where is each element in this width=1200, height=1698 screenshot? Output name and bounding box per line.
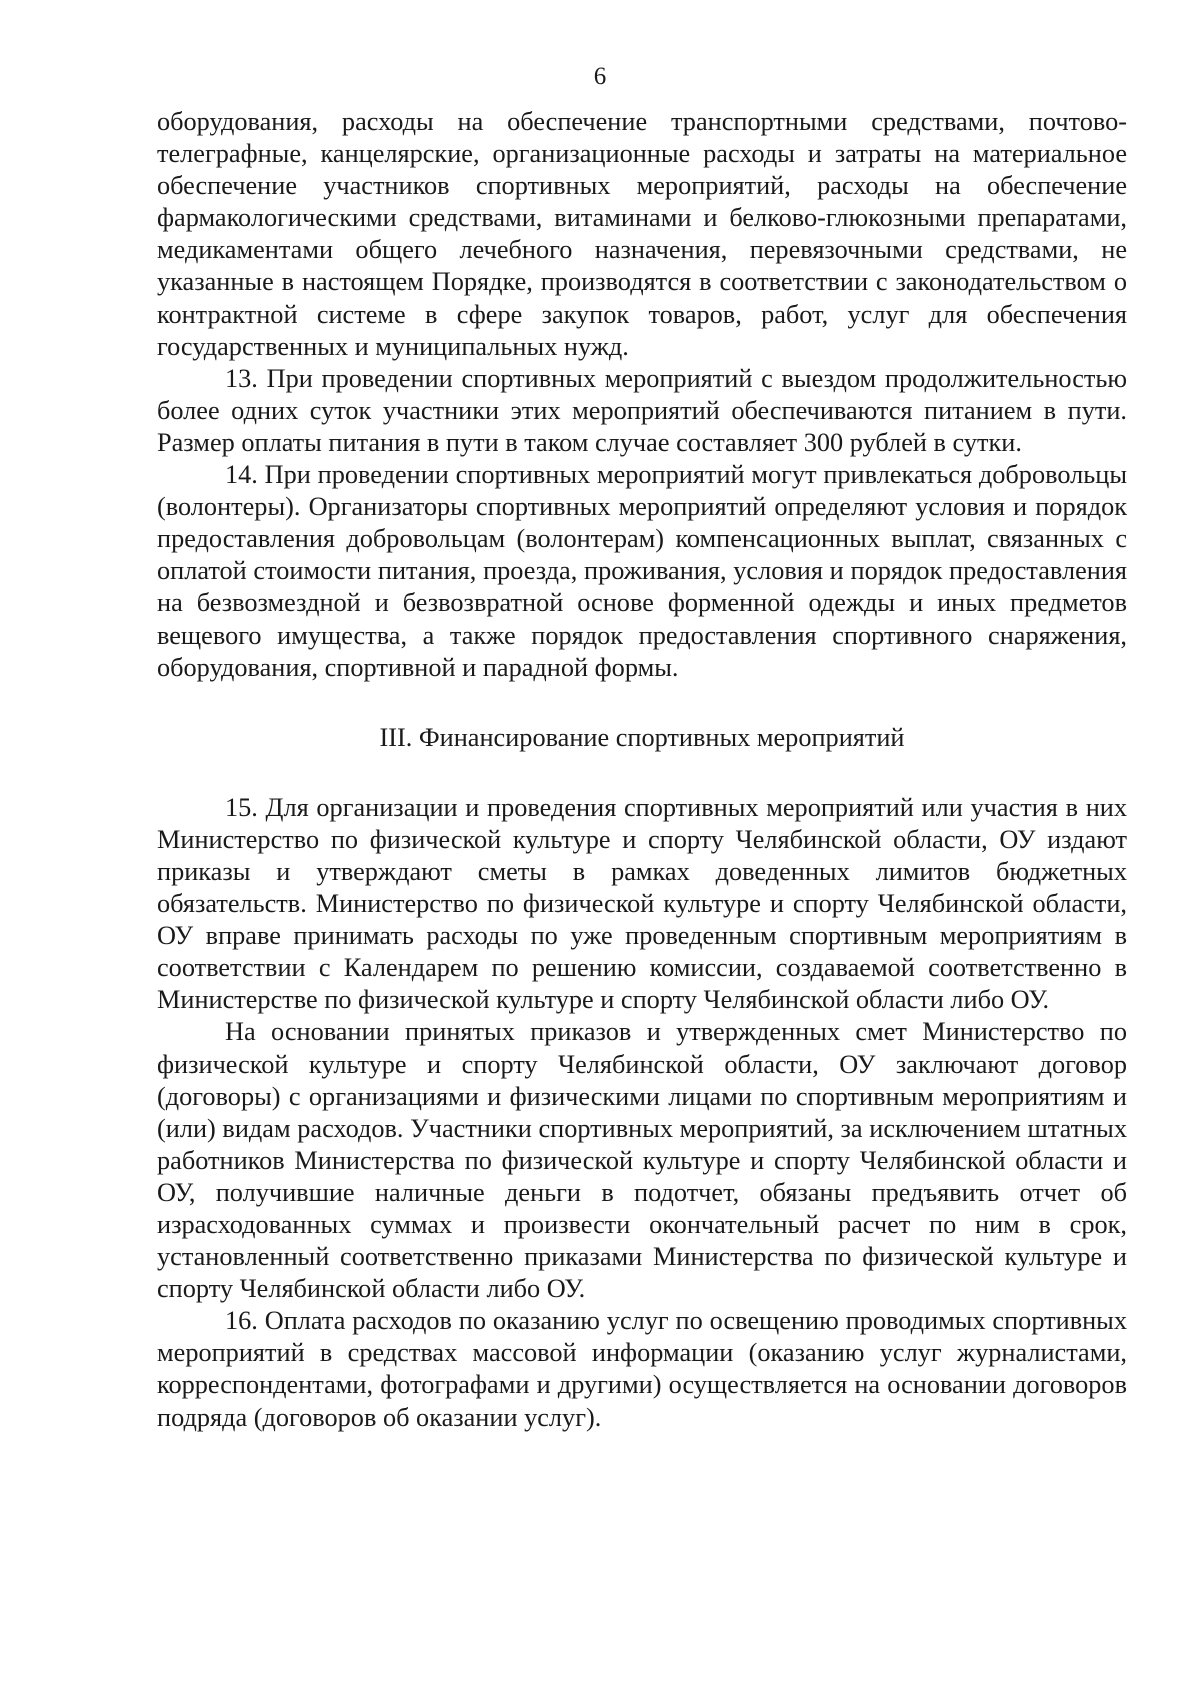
document-body: [157, 106, 1127, 1434]
paragraph-15-continued: На основании принятых приказов и утвержденных смет Министерство по физической культуре и спорту Челябинской области, ОУ заключают договор (договоры) с организациями и физическими лицами по спортивным мероприятиям и (или) видам расходов. Участники спортивных мероприятий, за исключением штатных работников Министерства по физической культуре и спорту Челябинской области и ОУ, получившие наличные деньги в подотчет, обязаны предъявить отчет об израсходованных суммах и произвести окончательный расчет по ним в срок, установленный соответственно приказами Министерства по физической культуре и спорту Челябинской области либо ОУ.: [157, 1017, 1127, 1304]
paragraph-continuation: оборудования, расходы на обеспечение транспортными средствами, почтово-телеграфные, канцелярские, организационные расходы и затраты на материальное обеспечение участников спортивных мероприятий, расходы на обеспечение фармакологическими средствами, витаминами и белково-глюкозными препаратами, медикаментами общего лечебного назначения, перевязочными средствами, не указанные в настоящем Порядке, производятся в соответствии с законодательством о контрактной системе в сфере закупок товаров, работ, услуг для обеспечения государственных и муниципальных нужд.: [157, 107, 1127, 361]
paragraph-14: 14. При проведении спортивных мероприятий могут привлекаться добровольцы (волонтеры). Организаторы спортивных мероприятий определяют условия и порядок предоставления добровольцам (волонтерам) компенсационных выплат, связанных с оплатой стоимости питания, проезда, проживания, условия и порядок предоставления на безвозмездной и безвозвратной основе форменной одежды и иных предметов вещевого имущества, а также порядок предоставления спортивного снаряжения, оборудования, спортивной и парадной формы.: [157, 460, 1127, 682]
paragraph-16: 16. Оплата расходов по оказанию услуг по освещению проводимых спортивных мероприятий в средствах массовой информации (оказанию услуг журналистами, корреспондентами, фотографами и другими) осуществляется на основании договоров подряда (договоров об оказании услуг).: [157, 1306, 1127, 1432]
paragraph-13: 13. При проведении спортивных мероприятий с выездом продолжительностью более одних суток участники этих мероприятий обеспечиваются питанием в пути. Размер оплаты питания в пути в таком случае составляет 300 рублей в сутки.: [157, 363, 1127, 457]
section-heading: III. Финансирование спортивных мероприятий: [379, 722, 905, 752]
paragraph-15: 15. Для организации и проведения спортивных мероприятий или участия в них Министерство по физической культуре и спорту Челябинской области, ОУ издают приказы и утверждают сметы в рамках доведенных лимитов бюджетных обязательств. Министерство по физической культуре и спорту Челябинской области, ОУ вправе принимать расходы по уже проведенным спортивным мероприятиям в соответствии с Календарем по решению комиссии, создаваемой соответственно в Министерстве по физической культуре и спорту Челябинской области либо ОУ.: [157, 792, 1127, 1015]
page-number: 6: [593, 63, 607, 90]
